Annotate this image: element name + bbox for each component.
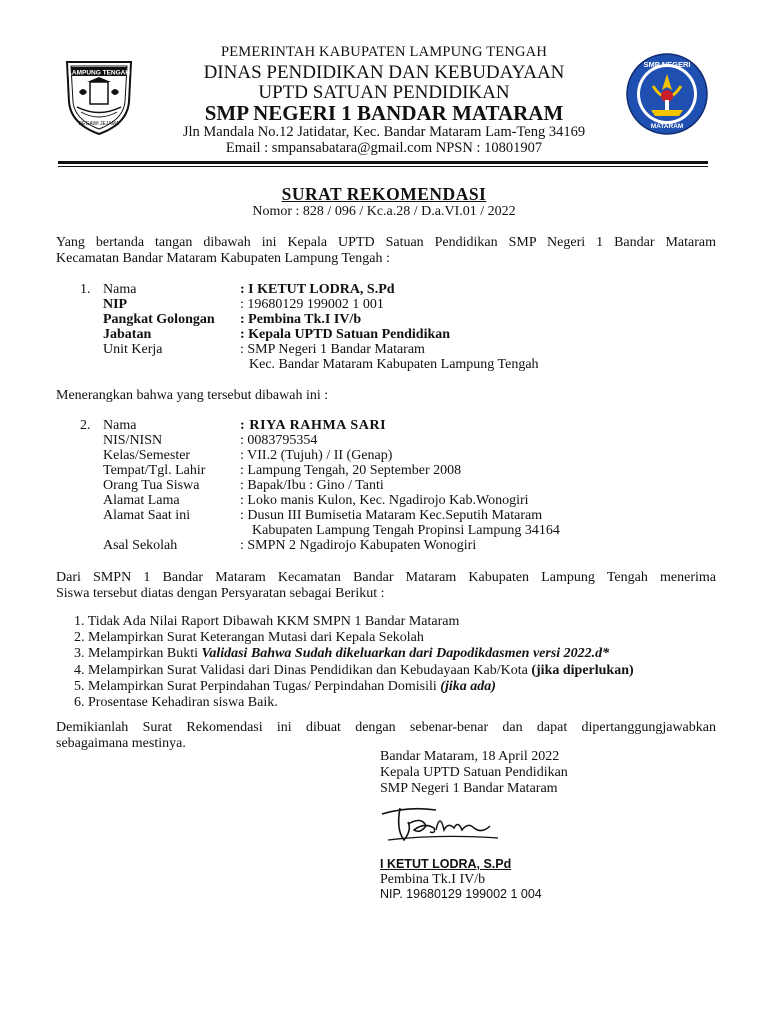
student-label-ttl: Tempat/Tgl. Lahir <box>103 463 206 478</box>
student-number: 2. <box>80 418 91 433</box>
student-value-orangtua: : Bapak/Ibu : Gino / Tanti <box>240 478 384 493</box>
signature-nip: NIP. 19680129 199002 1 004 <box>380 887 542 901</box>
signature-name: I KETUT LODRA, S.Pd <box>380 857 512 871</box>
signature-place-date: Bandar Mataram, 18 April 2022 <box>380 749 560 764</box>
signer-label-nama: Nama <box>103 282 137 297</box>
student-label-nisn: NIS/NISN <box>103 433 163 448</box>
student-value-alamat-kini-cont: Kabupaten Lampung Tengah Propinsi Lampung 34164 <box>252 523 560 538</box>
letter-title: SURAT REKOMENDASI <box>281 184 487 204</box>
student-label-orangtua: Orang Tua Siswa <box>103 478 200 493</box>
requirements-list <box>74 614 634 711</box>
header-rule-thin <box>58 166 708 167</box>
student-label-asal-sekolah: Asal Sekolah <box>103 538 178 553</box>
signer-value-nama: : I KETUT LODRA, S.Pd <box>240 282 395 297</box>
student-label-nama: Nama <box>103 418 137 433</box>
requirement-item: 4. Melampirkan Surat Validasi dari Dinas Pendidikan dan Kebudayaan Kab/Kota (jika diperlukan) <box>74 662 634 678</box>
acceptance-paragraph: Dari SMPN 1 Bandar Mataram Kecamatan Bandar Mataram Kabupaten Lampung Tengah menerima Siswa tersebut diatas dengan Persyaratan sebagai Berikut : <box>56 570 716 601</box>
header-school: SMP NEGERI 1 BANDAR MATARAM <box>204 101 564 125</box>
svg-text:SMP NEGERI: SMP NEGERI <box>643 60 691 69</box>
student-value-alamat-lama: : Loko manis Kulon, Kec. Ngadirojo Kab.Wonogiri <box>240 493 529 508</box>
student-label-kelas: Kelas/Semester <box>103 448 191 463</box>
student-value-ttl: : Lampung Tengah, 20 September 2008 <box>240 463 462 478</box>
signer-label-nip: NIP <box>103 297 128 312</box>
letter-number: Nomor : 828 / 096 / Kc.a.28 / D.a.VI.01 / 2022 <box>252 204 516 219</box>
closing-paragraph: Demikianlah Surat Rekomendasi ini dibuat dengan sebenar-benar dan dapat dipertanggungjawabkan sebagaimana mestinya. <box>56 720 716 751</box>
signature-position-1: Kepala UPTD Satuan Pendidikan <box>380 765 568 780</box>
signer-number: 1. <box>80 282 91 297</box>
header-address: Jln Mandala No.12 Jatidatar, Kec. Bandar Mataram Lam-Teng 34169 <box>182 124 586 140</box>
header-unit: UPTD SATUAN PENDIDIKAN <box>258 82 510 103</box>
signature-rank: Pembina Tk.I IV/b <box>380 872 486 887</box>
requirement-item: 5. Melampirkan Surat Perpindahan Tugas/ Perpindahan Domisili (jika ada) <box>74 678 496 694</box>
signer-value-pangkat: : Pembina Tk.I IV/b <box>240 312 362 327</box>
student-label-alamat-kini: Alamat Saat ini <box>103 508 191 523</box>
signer-label-pangkat: Pangkat Golongan <box>103 312 215 327</box>
student-label-alamat-lama: Alamat Lama <box>103 493 180 508</box>
svg-text:LAMPUNG TENGAH: LAMPUNG TENGAH <box>67 69 131 77</box>
handwritten-signature-icon <box>378 800 508 850</box>
requirement-item: 2. Melampirkan Surat Keterangan Mutasi dari Kepala Sekolah <box>74 630 424 646</box>
signer-value-unit: : SMP Negeri 1 Bandar Mataram <box>240 342 425 357</box>
student-value-alamat-kini: : Dusun III Bumisetia Mataram Kec.Seputih Mataram <box>240 508 543 523</box>
header-department: DINAS PENDIDIKAN DAN KEBUDAYAAN <box>203 62 565 83</box>
student-value-nisn: : 0083795354 <box>240 433 318 448</box>
requirement-item: 3. Melampirkan Bukti Validasi Bahwa Sudah dikeluarkan dari Dapodikdasmen versi 2022.d* <box>74 646 610 662</box>
student-value-kelas: : VII.2 (Tujuh) / II (Genap) <box>240 448 393 463</box>
svg-text:MATARAM: MATARAM <box>650 123 684 130</box>
requirement-item: 1. Tidak Ada Nilai Raport Dibawah KKM SMPN 1 Bandar Mataram <box>74 614 460 629</box>
header-rule-thick <box>58 161 708 164</box>
signature-position-2: SMP Negeri 1 Bandar Mataram <box>380 781 558 796</box>
signer-label-unit: Unit Kerja <box>103 342 163 357</box>
requirement-item: 6. Prosentase Kehadiran siswa Baik. <box>74 694 278 710</box>
svg-text:BEGAWI JEJAMA: BEGAWI JEJAMA <box>78 121 120 127</box>
signer-value-nip: : 19680129 199002 1 001 <box>240 297 384 312</box>
intro-paragraph: Yang bertanda tangan dibawah ini Kepala UPTD Satuan Pendidikan SMP Negeri 1 Bandar Mataram Kecamatan Bandar Mataram Kabupaten Lampung Tengah : <box>56 235 716 266</box>
signer-value-unit-cont: Kec. Bandar Mataram Kabupaten Lampung Tengah <box>249 357 539 372</box>
header-contact: Email : smpansabatara@gmail.com NPSN : 10801907 <box>225 140 543 156</box>
menerangkan-text: Menerangkan bahwa yang tersebut dibawah ini : <box>56 388 329 403</box>
signer-value-jabatan: : Kepala UPTD Satuan Pendidikan <box>240 327 451 342</box>
signer-label-jabatan: Jabatan <box>103 327 152 342</box>
student-value-nama: : RIYA RAHMA SARI <box>240 418 387 433</box>
header-government: PEMERINTAH KABUPATEN LAMPUNG TENGAH <box>220 44 548 60</box>
student-value-asal-sekolah: : SMPN 2 Ngadirojo Kabupaten Wonogiri <box>240 538 477 553</box>
